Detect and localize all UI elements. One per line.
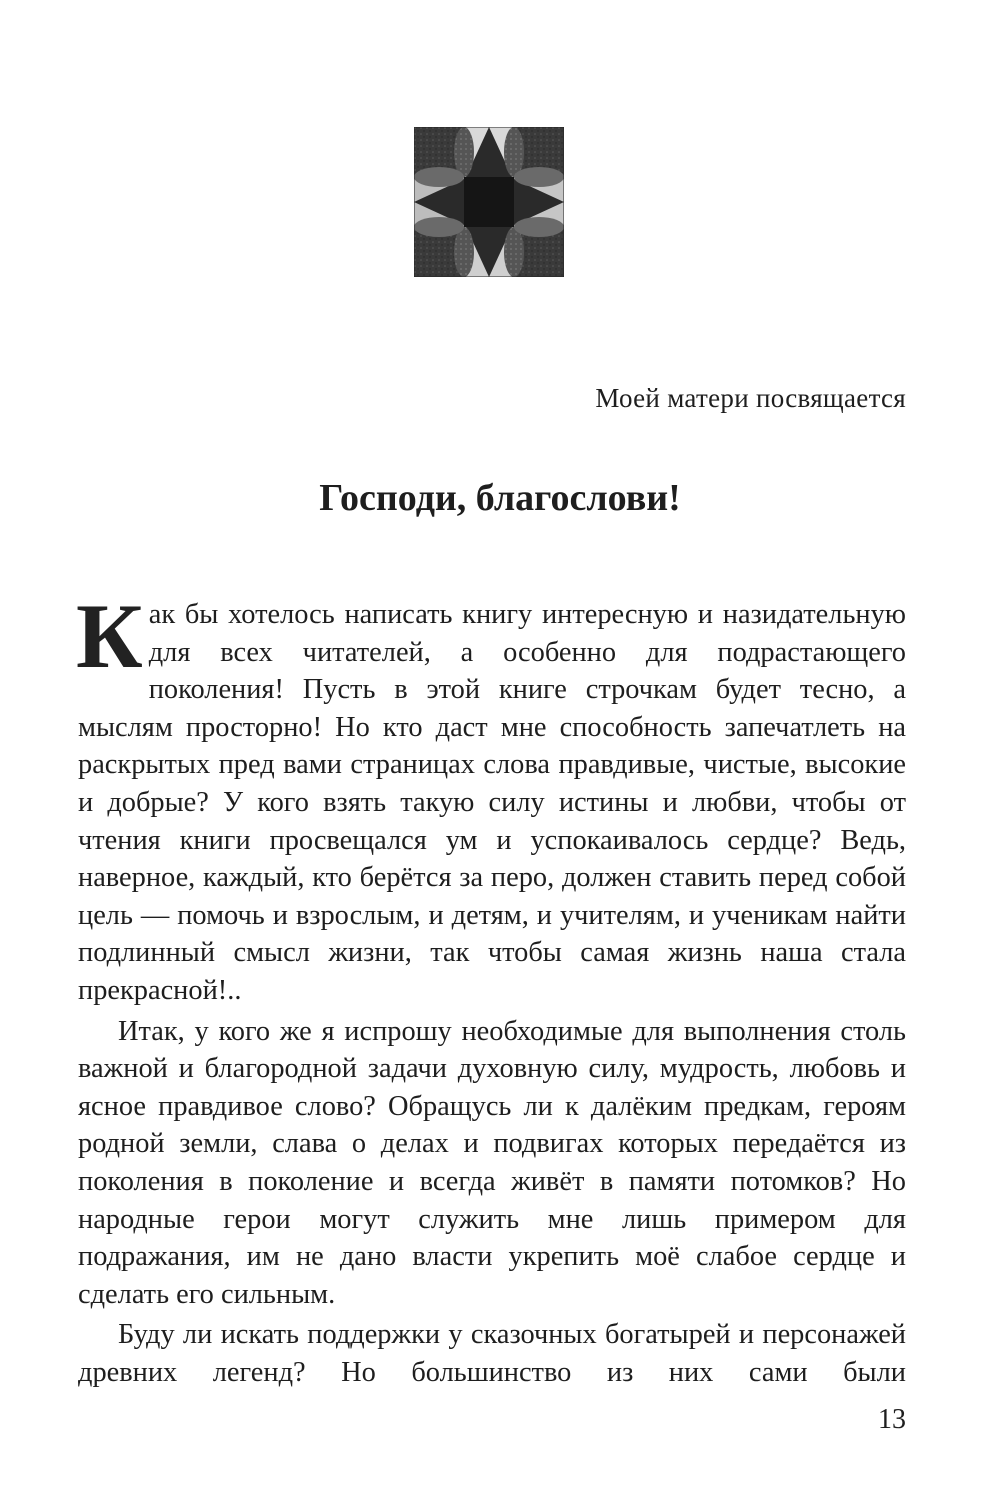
paragraph-1-text: ак бы хотелось написать книгу интересную и назидательную для всех читателей, а особенно для подрастающего поколения! Пусть в этой книге строчкам будет тесно, а мыслям просторно! Но кто даст мне способность запечатлеть на раскрытых пред вами страницах слова правдивые, чистые, высокие и добрые? У кого взять такую силу истины и любви, чтобы от чтения книги просвещался ум и успокаивалось сердце? Ведь, наверное, каждый, кто берётся за перо, должен ставить перед собой цель — помочь и взрослым, и детям, и учителям, и ученикам найти подлинный смысл жизни, так чтобы самая жизнь наша стала прекрасной!.. xyxy=(78,599,906,1006)
page-number: 13 xyxy=(878,1404,906,1435)
paragraph-2: Итак, у кого же я испрошу необходимые для выполнения столь важной и благородной задачи духовную силу, мудрость, любовь и ясное правдивое слово? Обращусь ли к далёким предкам, героям родной земли, слава о делах и подвигах которых передаётся из поколения в поколение и всегда живёт в памяти потомков? Но народные герои могут служить мне лишь примером для подражания, им не дано власти укрепить моё слабое сердце и сделать его сильным. xyxy=(78,1015,906,1310)
body-text xyxy=(76,585,906,1394)
quilt-star-ornament-icon xyxy=(414,127,564,277)
drop-cap: К xyxy=(76,585,143,687)
paragraph-3: Буду ли искать поддержки у сказочных богатырей и персонажей древних легенд? Но большинство из них сами были xyxy=(78,1319,906,1388)
dedication: Моей матери посвящается xyxy=(595,383,906,413)
chapter-title: Господи, благослови! xyxy=(319,477,681,519)
paragraph-1 xyxy=(76,585,906,1010)
